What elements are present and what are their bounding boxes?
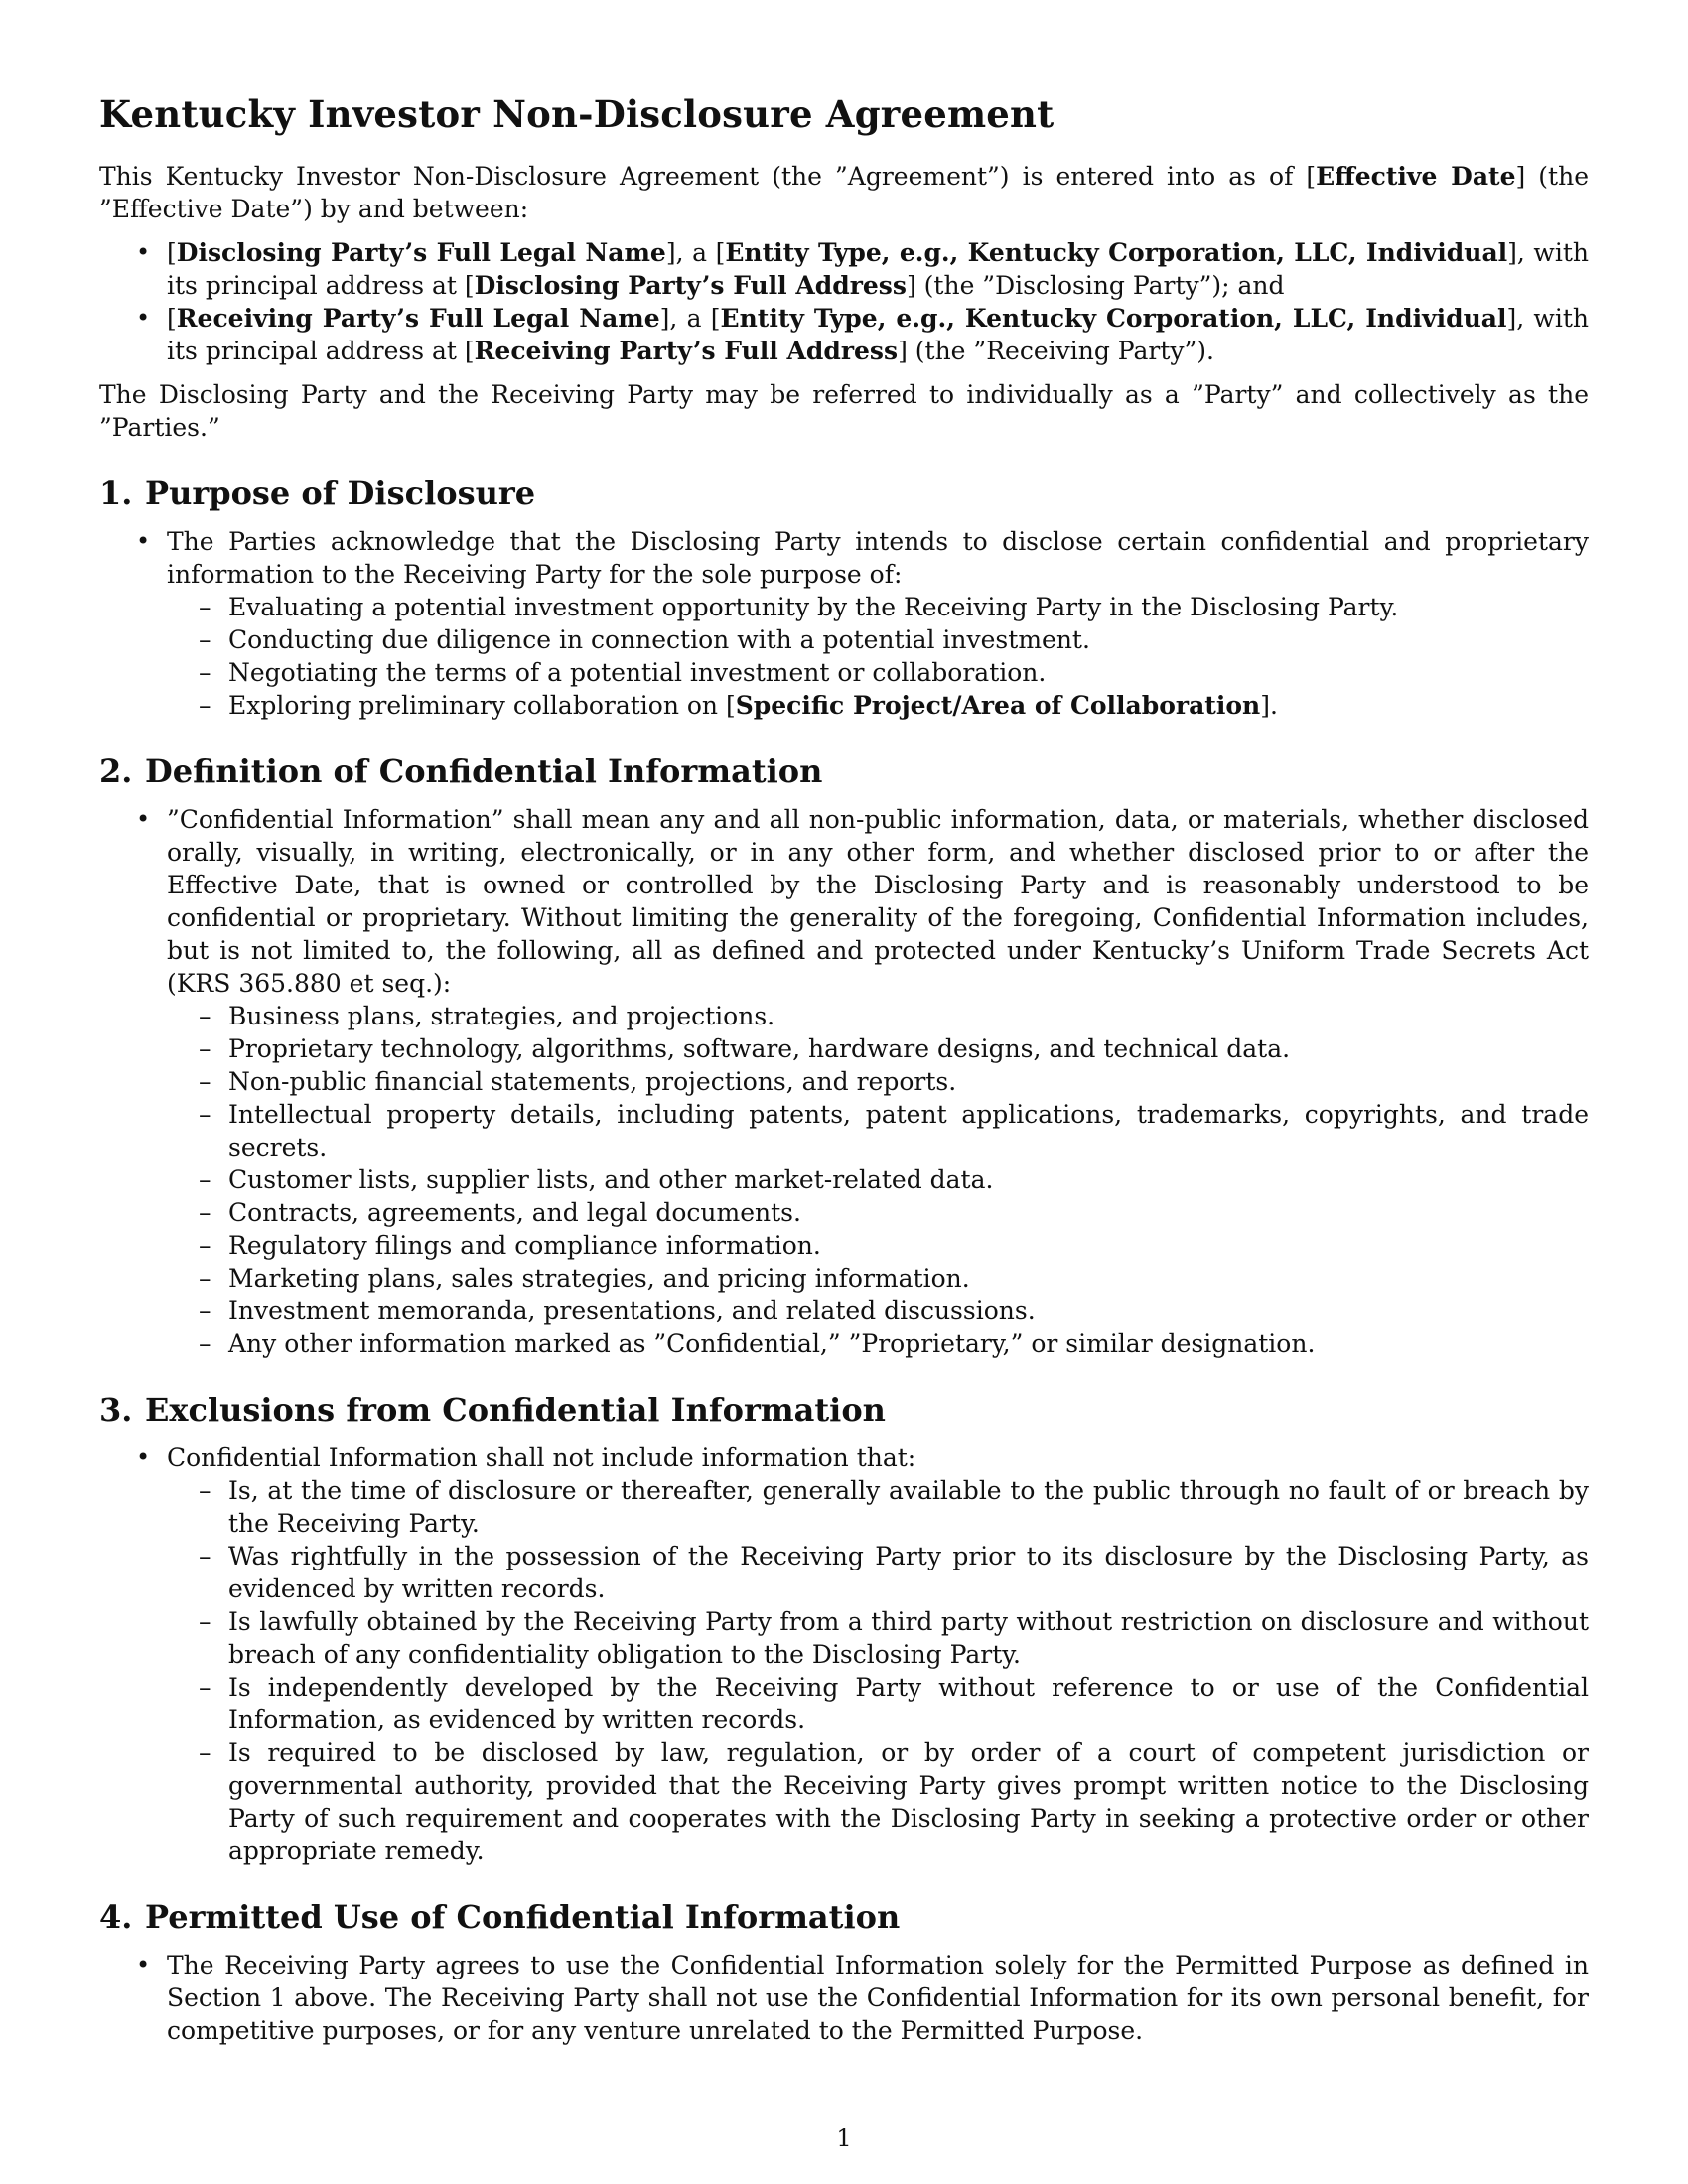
- section-lead: Confidential Information shall not include information that:: [167, 1443, 916, 1472]
- item-text: Exploring preliminary collaboration on [: [228, 691, 736, 720]
- section-title: Permitted Use of Confidential Information: [145, 1898, 901, 1936]
- section-2-list: [99, 803, 1589, 1360]
- sublist-item: – Is lawfully obtained by the Receiving Party from a third party without restriction on disclosure and without breach of any confidentiality obligation to the Disclosing Party.: [167, 1605, 1589, 1671]
- section-4-list: [99, 1949, 1589, 2047]
- sublist-item: – Regulatory filings and compliance information.: [167, 1229, 1589, 1262]
- section-heading-3: [99, 1390, 1589, 1430]
- effective-date-placeholder: Effective Date: [1316, 162, 1516, 191]
- party-text: ], with its principal address at [: [167, 238, 1589, 300]
- receiving-entity-placeholder: Entity Type, e.g., Kentucky Corporation, LLC, Individual: [720, 304, 1507, 333]
- section-number: 2.: [99, 752, 133, 790]
- list-item: [99, 803, 1589, 1360]
- section-title: Definition of Confidential Information: [145, 752, 823, 790]
- party-item-receiving: [99, 302, 1589, 367]
- sublist-item: – Evaluating a potential investment opportunity by the Receiving Party in the Disclosing Party.: [167, 591, 1589, 623]
- receiving-address-placeholder: Receiving Party’s Full Address: [474, 337, 899, 365]
- party-text: ], a [: [659, 304, 721, 333]
- parties-list: [99, 236, 1589, 367]
- disclosing-name-placeholder: Disclosing Party’s Full Legal Name: [176, 238, 666, 267]
- sublist-item: – Is required to be disclosed by law, regulation, or by order of a court of competent jurisdiction or governmental authority, provided that the Receiving Party gives prompt written notice to the Disclosing Party of such requirement and cooperates with the Disclosing Party in seeking a protective order or other appropriate remedy.: [167, 1736, 1589, 1867]
- sublist-item: – Contracts, agreements, and legal documents.: [167, 1196, 1589, 1229]
- project-placeholder: Specific Project/Area of Collaboration: [735, 691, 1261, 720]
- disclosing-entity-placeholder: Entity Type, e.g., Kentucky Corporation, LLC, Individual: [725, 238, 1508, 267]
- sublist: [167, 591, 1589, 722]
- intro-text: This Kentucky Investor Non-Disclosure Agreement (the ”Agreement”) is entered into as of [: [99, 162, 1317, 191]
- sublist-item: – Is independently developed by the Receiving Party without reference to or use of the Confidential Information, as evidenced by written records.: [167, 1671, 1589, 1736]
- party-text: ], a [: [665, 238, 726, 267]
- sublist-item: – Proprietary technology, algorithms, software, hardware designs, and technical data.: [167, 1032, 1589, 1065]
- section-3-list: [99, 1441, 1589, 1867]
- page-number: 1: [836, 2124, 852, 2152]
- intro-paragraph: [99, 160, 1589, 225]
- section-heading-1: [99, 474, 1589, 513]
- sublist-item: – Business plans, strategies, and projections.: [167, 1000, 1589, 1032]
- sublist-item: – Intellectual property details, including patents, patent applications, trademarks, copyrights, and trade secrets.: [167, 1098, 1589, 1163]
- list-item: [99, 525, 1589, 722]
- section-heading-2: [99, 751, 1589, 791]
- party-text: ], with its principal address at [: [167, 304, 1589, 365]
- document-page: [99, 79, 1589, 2058]
- section-title: Exclusions from Confidential Information: [145, 1391, 886, 1429]
- sublist-item: – Customer lists, supplier lists, and other market-related data.: [167, 1163, 1589, 1196]
- section-number: 3.: [99, 1391, 133, 1429]
- sublist-item: – Conducting due diligence in connection with a potential investment.: [167, 623, 1589, 656]
- sublist-item: – Non-public financial statements, projections, and reports.: [167, 1065, 1589, 1098]
- list-item: • The Receiving Party agrees to use the Confidential Information solely for the Permitted Purpose as defined in Section 1 above. The Receiving Party shall not use the Confidential Information for its own personal benefit, for competitive purposes, or for any venture unrelated to the Permitted Purpose.: [99, 1949, 1589, 2047]
- list-item: [99, 1441, 1589, 1867]
- section-heading-4: [99, 1897, 1589, 1937]
- sublist-item: – Was rightfully in the possession of the Receiving Party prior to its disclosure by the Disclosing Party, as evidenced by written records.: [167, 1540, 1589, 1605]
- bracket: [: [167, 304, 177, 333]
- section-number: 1.: [99, 475, 133, 512]
- sublist-item: [167, 689, 1589, 722]
- section-lead: The Parties acknowledge that the Disclosing Party intends to disclose certain confidential and proprietary information to the Receiving Party for the sole purpose of:: [167, 527, 1589, 589]
- section-lead: ”Confidential Information” shall mean any and all non-public information, data, or materials, whether disclosed orally, visually, in writing, electronically, or in any other form, and whether disclosed prior to or after the Effective Date, that is owned or controlled by the Disclosing Party and is reasonably understood to be confidential or proprietary. Without limiting the generality of the foregoing, Confidential Information includes, but is not limited to, the following, all as defined and protected under Kentucky’s Uniform Trade Secrets Act (KRS 365.880 et seq.):: [167, 805, 1589, 998]
- section-number: 4.: [99, 1898, 133, 1936]
- intro-text: ] (the ”Effective Date”) by and between:: [99, 162, 1589, 223]
- sublist-item: – Marketing plans, sales strategies, and pricing information.: [167, 1262, 1589, 1295]
- party-text: ] (the ”Receiving Party”).: [898, 337, 1214, 365]
- party-text: ] (the ”Disclosing Party”); and: [906, 271, 1285, 300]
- sublist-item: – Any other information marked as ”Confidential,” ”Proprietary,” or similar designation.: [167, 1327, 1589, 1360]
- sublist-item: – Investment memoranda, presentations, and related discussions.: [167, 1295, 1589, 1327]
- parties-note: The Disclosing Party and the Receiving Party may be referred to individually as a ”Party” and collectively as the ”Parties.”: [99, 380, 1589, 442]
- party-item-disclosing: [99, 236, 1589, 302]
- section-1-list: [99, 525, 1589, 722]
- receiving-name-placeholder: Receiving Party’s Full Legal Name: [176, 304, 660, 333]
- sublist: [167, 1000, 1589, 1360]
- document-title: Kentucky Investor Non-Disclosure Agreement: [99, 92, 1055, 136]
- item-text: ].: [1260, 691, 1278, 720]
- section-title: Purpose of Disclosure: [145, 475, 536, 512]
- sublist: [167, 1474, 1589, 1867]
- bracket: [: [167, 238, 177, 267]
- sublist-item: – Is, at the time of disclosure or thereafter, generally available to the public through no fault of or breach by the Receiving Party.: [167, 1474, 1589, 1540]
- sublist-item: – Negotiating the terms of a potential investment or collaboration.: [167, 656, 1589, 689]
- disclosing-address-placeholder: Disclosing Party’s Full Address: [474, 271, 907, 300]
